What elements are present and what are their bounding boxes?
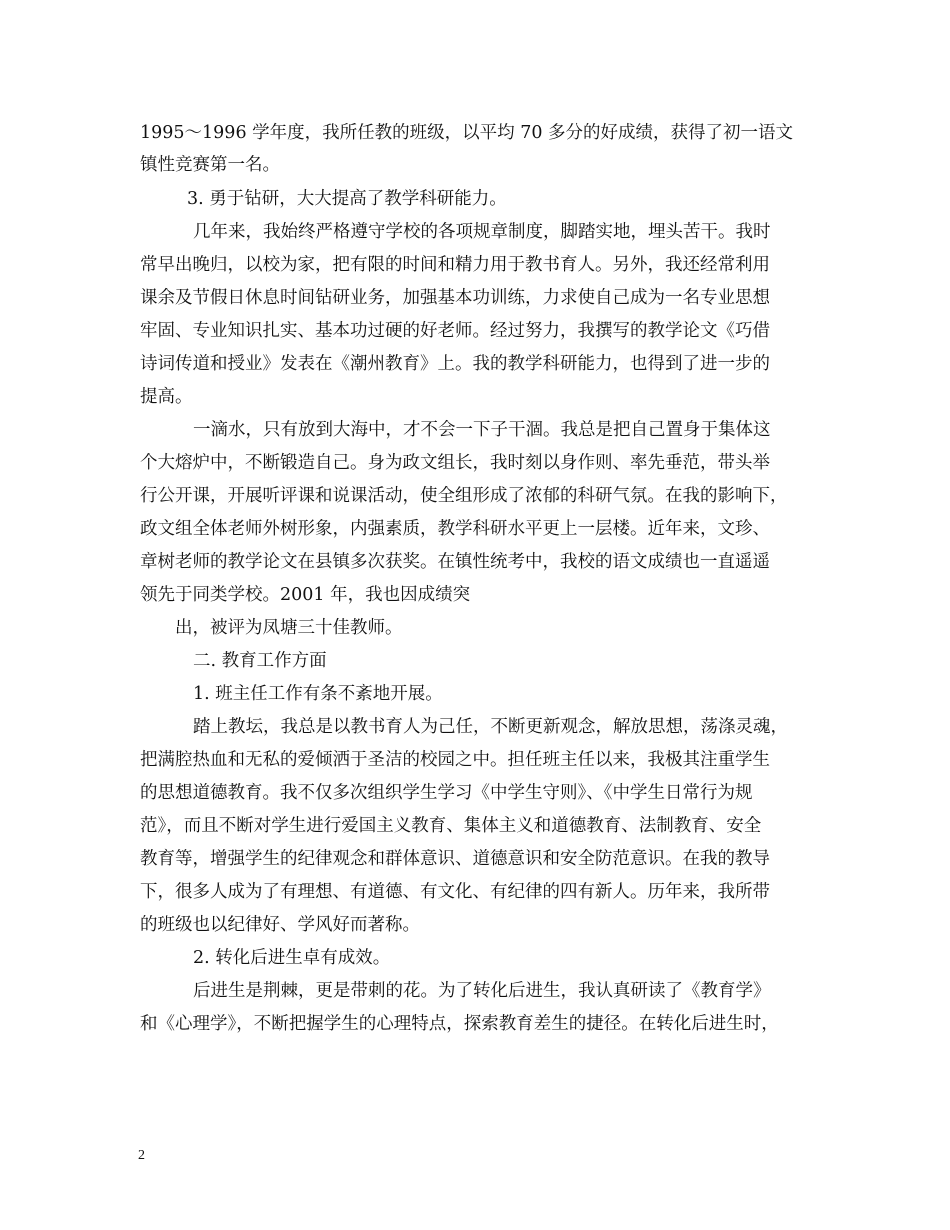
subsection-heading: 2. 转化后进生卓有成效。 <box>193 948 391 968</box>
text-line: 和《心理学》，不断把握学生的心理特点，探索教育差生的捷径。在转化后进生时， <box>140 1014 779 1034</box>
text-line: 下，很多人成为了有理想、有道德、有文化、有纪律的四有新人。历年来，我所带 <box>140 882 770 902</box>
text-line: 出，被评为凤塘三十佳教师。 <box>175 618 403 638</box>
text-line: 个大熔炉中，不断锻造自己。身为政文组长，我时刻以身作则、率先垂范，带头举 <box>140 453 770 473</box>
text-line: 政文组全体老师外树形象，内强素质，教学科研水平更上一层楼。近年来，文珍、 <box>140 519 770 539</box>
text-line: 提高。 <box>140 387 193 407</box>
text-line: 的班级也以纪律好、学风好而著称。 <box>140 915 420 935</box>
text-line: 踏上教坛，我总是以教书育人为己任，不断更新观念，解放思想，荡涤灵魂， <box>193 717 788 737</box>
page-number: 2 <box>138 1148 145 1163</box>
text-line: 镇性竞赛第一名。 <box>140 155 280 175</box>
text-line: 领先于同类学校。2001 年，我也因成绩突 <box>140 585 471 605</box>
text-line: 教育等，增强学生的纪律观念和群体意识、道德意识和安全防范意识。在我的教导 <box>140 849 770 869</box>
text-line: 把满腔热血和无私的爱倾洒于圣洁的校园之中。担任班主任以来，我极其注重学生 <box>140 750 770 770</box>
text-line: 行公开课，开展听评课和说课活动，使全组形成了浓郁的科研气氛。在我的影响下， <box>140 486 788 506</box>
text-line: 诗词传道和授业》发表在《潮州教育》上。我的教学科研能力，也得到了进一步的 <box>140 354 770 374</box>
text-line: 常早出晚归，以校为家，把有限的时间和精力用于教书育人。另外，我还经常利用 <box>140 255 770 275</box>
text-line: 一滴水，只有放到大海中，才不会一下子干涸。我总是把自己置身于集体这 <box>193 420 771 440</box>
text-line: 章树老师的教学论文在县镇多次获奖。在镇性统考中，我校的语文成绩也一直遥遥 <box>140 552 770 572</box>
text-line: 范》，而且不断对学生进行爱国主义教育、集体主义和道德教育、法制教育、安全 <box>140 816 762 836</box>
text-line: 课余及节假日休息时间钻研业务，加强基本功训练，力求使自己成为一名专业思想 <box>140 288 770 308</box>
text-line: 的思想道德教育。我不仅多次组织学生学习《中学生守则》、《中学生日常行为规 <box>140 783 753 803</box>
subsection-heading: 1. 班主任工作有条不紊地开展。 <box>193 684 443 704</box>
text-line: 几年来，我始终严格遵守学校的各项规章制度，脚踏实地，埋头苦干。我时 <box>193 222 771 242</box>
section-heading: 二. 教育工作方面 <box>193 651 327 671</box>
text-line: 牢固、专业知识扎实、基本功过硬的好老师。经过努力，我撰写的教学论文《巧借 <box>140 321 770 341</box>
text-line: 1995～1996 学年度，我所任教的班级，以平均 70 多分的好成绩，获得了初一语文 <box>140 123 794 143</box>
text-line: 后进生是荆棘，更是带刺的花。为了转化后进生，我认真研读了《教育学》 <box>193 981 771 1001</box>
section-heading: 3. 勇于钻研，大大提高了教学科研能力。 <box>187 189 507 209</box>
